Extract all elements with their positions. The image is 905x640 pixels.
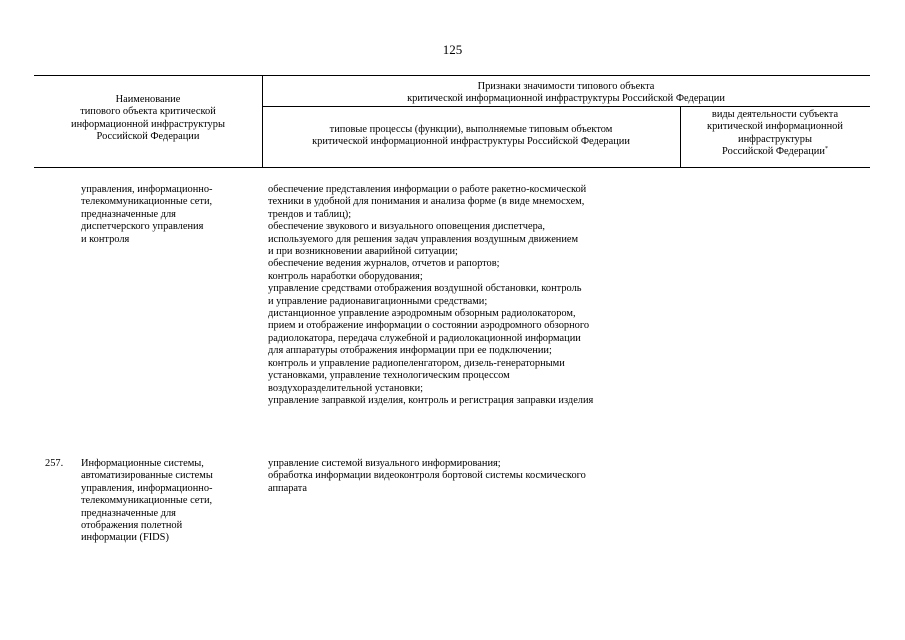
header-signs-title (262, 81, 870, 106)
process-line: и при возникновении аварийной ситуации; (268, 246, 458, 258)
process-line: обработка информации видеоконтроля бортовой системы космического (268, 470, 586, 482)
header-processes-column (262, 124, 680, 149)
process-line: контроль наработки оборудования; (268, 270, 423, 282)
name-line: телекоммуникационные сети, (81, 495, 213, 507)
process-line: аппарата (268, 482, 308, 494)
header-text-line: инфраструктуры (738, 133, 812, 145)
header-text-line: виды деятельности субъекта (711, 109, 839, 120)
header-text-line: Российской Федерации (96, 131, 200, 143)
name-line: управления, информационно- (81, 184, 213, 195)
row-257-processes (268, 458, 586, 495)
header-text-line: критической информационной (707, 121, 843, 133)
header-text-line: критической информационной инфраструктуры Российской Федерации (407, 93, 725, 105)
process-line: используемого для решения задач управления воздушным движением (268, 233, 579, 245)
name-line: предназначенные для (81, 208, 176, 220)
process-line: техники в удобной для понимания и анализа форме (в виде мнемосхем, (268, 196, 585, 208)
header-text-line: Наименование (115, 94, 181, 105)
name-line: отображения полетной (81, 520, 183, 532)
process-line: воздухоразделительной установки; (268, 382, 424, 394)
name-line: и контроля (81, 233, 130, 245)
process-line: обеспечение ведения журналов, отчетов и рапортов; (268, 258, 500, 270)
table-top-rule (34, 75, 870, 76)
header-text-line: информационной инфраструктуры (71, 118, 225, 130)
process-line: обеспечение звукового и визуального оповещения диспетчера, (268, 221, 545, 233)
name-line: управления, информационно- (81, 482, 213, 494)
header-bottom-rule (34, 167, 870, 168)
process-line: радиолокатора, передача служебной и радиолокационной информации (268, 332, 581, 344)
process-line: управление средствами отображения воздушной обстановки, контроль (268, 283, 582, 295)
footnote-marker: * (824, 146, 828, 153)
row-257-name (81, 458, 213, 545)
process-line: для аппаратуры отображения информации при ее подключении; (268, 345, 552, 357)
header-activities-column (680, 109, 870, 159)
process-line: установками, управление технологическим процессом (268, 370, 510, 382)
process-line: прием и отображение информации о состоянии аэродромного обзорного (268, 320, 590, 332)
name-line: диспетчерского управления (81, 221, 204, 233)
header-text-line: типовые процессы (функции), выполняемые типовым объектом (329, 124, 613, 135)
process-line: управление системой визуального информирования; (268, 458, 501, 469)
process-line: управление заправкой изделия, контроль и регистрация заправки изделия (268, 394, 594, 406)
process-line: контроль и управление радиопеленгатором, дизель-генераторными (268, 357, 565, 369)
name-line: Информационные системы, (81, 458, 204, 469)
header-text-line: критической информационной инфраструктуры Российской Федерации (312, 136, 630, 148)
header-text-line: Признаки значимости типового объекта (477, 81, 655, 92)
name-line: телекоммуникационные сети, (81, 196, 213, 208)
header-name-column (34, 94, 262, 144)
row-number: 257. (45, 458, 64, 469)
row-1-name (81, 184, 213, 246)
name-line: предназначенные для (81, 507, 176, 519)
row-257-number (45, 458, 63, 470)
process-line: трендов и таблиц); (268, 208, 352, 220)
header-text-line: Российской Федерации* (722, 146, 828, 158)
name-line: автоматизированные системы (81, 470, 213, 482)
name-line: информации (FIDS) (81, 532, 169, 544)
process-line: дистанционное управление аэродромным обзорным радиолокатором, (268, 308, 576, 320)
row-1-processes (268, 184, 593, 407)
page-number: 125 (442, 42, 463, 57)
signs-divider-rule (262, 106, 870, 107)
process-line: обеспечение представления информации о работе ракетно-космической (268, 184, 587, 195)
header-text-line: типового объекта критической (80, 106, 216, 118)
process-line: и управление радионавигационными средствами; (268, 295, 488, 307)
